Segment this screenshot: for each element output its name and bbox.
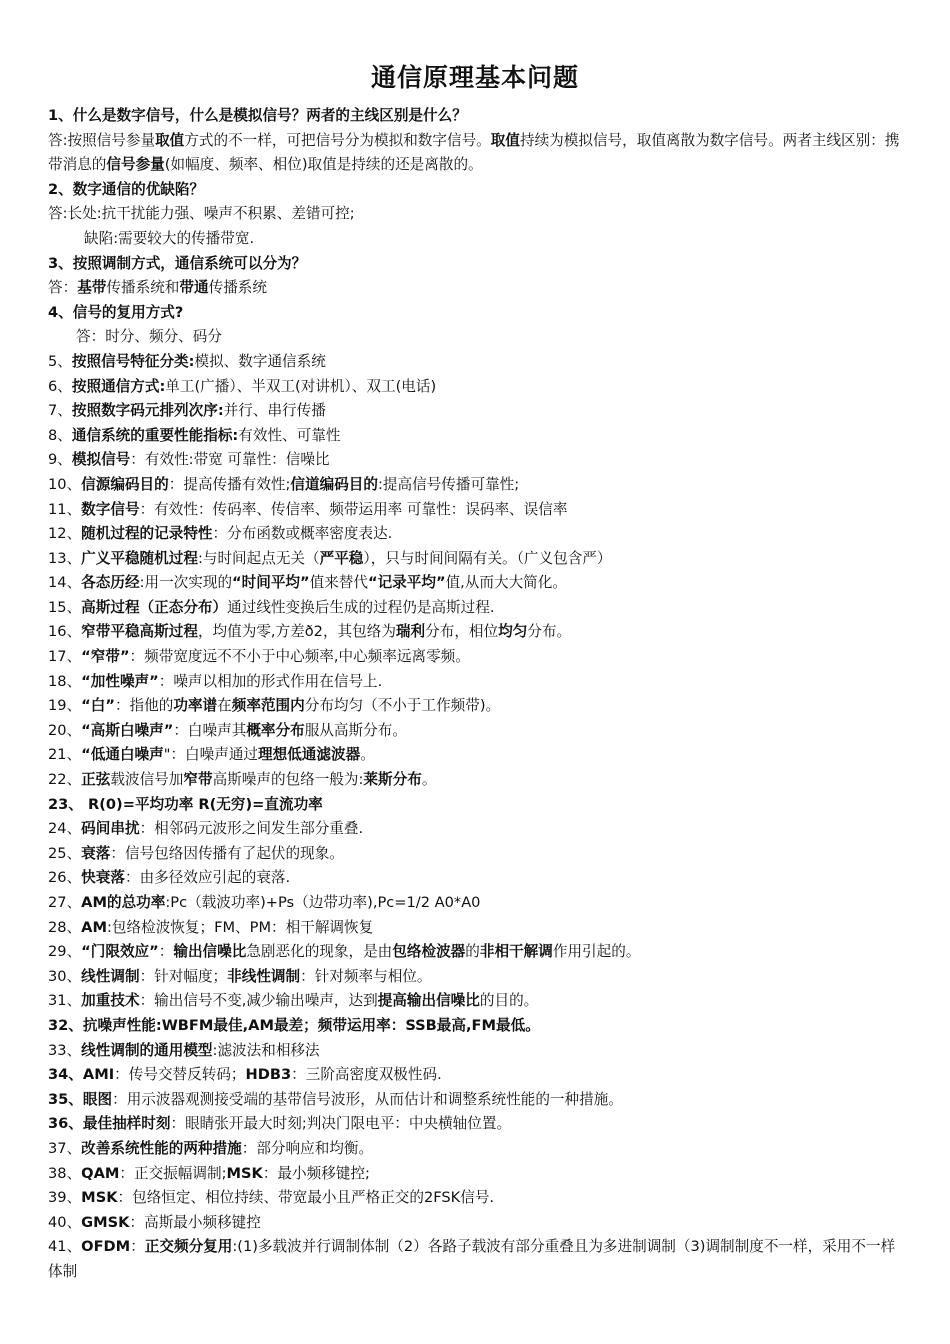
- bold-term: 基带: [77, 279, 107, 297]
- text-line-30: [48, 842, 902, 867]
- text-line-44: [48, 1186, 902, 1211]
- text-run: 的: [465, 943, 480, 961]
- text-line-4: [48, 202, 902, 227]
- text-run: ：噪声以相加的形式作用在信号上.: [158, 672, 383, 690]
- bold-term: 4、信号的复用方式?: [48, 303, 184, 321]
- text-line-7: [48, 276, 902, 301]
- text-line-37: [48, 1014, 902, 1039]
- bold-term: 码间串扰: [81, 820, 140, 838]
- bold-term: AM: [81, 918, 107, 936]
- text-run: ：高斯最小频移键控: [129, 1213, 261, 1231]
- text-run: ：频带宽度远不不小于中心频率,中心频率远离零频。: [129, 648, 470, 666]
- text-line-8: [48, 301, 902, 326]
- text-run: :与时间起点无关（: [197, 549, 320, 567]
- text-run: 6、: [48, 377, 72, 395]
- bold-term: 34、AMI: [48, 1066, 115, 1084]
- bold-term: 32、抗噪声性能:WBFM最佳,AM最差；频带运用率：SSB最高,FM最低。: [48, 1016, 540, 1034]
- text-line-6: [48, 252, 902, 277]
- text-run: :Pc（载波功率)+Ps（边带功率),Pc=1/2 A0*A0: [165, 894, 481, 911]
- text-run: ：由多径效应引起的衰落.: [124, 869, 291, 887]
- bold-term: 36、最佳抽样时刻: [48, 1115, 171, 1133]
- text-run: 的目的。: [479, 992, 539, 1010]
- text-line-40: [48, 1088, 902, 1113]
- text-run: ：信号包络因传播有了起伏的现象。: [110, 844, 344, 862]
- text-line-3: [48, 178, 902, 203]
- text-run: ：用示波器观测接受端的基带信号波形，从而估计和调整系统性能的一种措施。: [112, 1090, 623, 1108]
- bold-term: 各态历经: [81, 574, 140, 592]
- text-line-38: [48, 1039, 902, 1064]
- text-run: 17、: [48, 648, 82, 666]
- text-run: 29、: [48, 943, 82, 961]
- bold-term: 衰落: [81, 844, 111, 862]
- text-run: 方式的不一样，可把信号分为模拟和数字信号。: [184, 131, 491, 149]
- bold-term: 数字信号: [81, 500, 140, 518]
- text-run: ：提高传播有效性;: [168, 475, 291, 493]
- text-run: 缺陷:需要较大的传播带宽.: [84, 229, 255, 247]
- text-line-21: [48, 620, 902, 645]
- bold-term: 窄带: [183, 771, 213, 789]
- text-run: 答:长处:抗干扰能力强、噪声不积累、差错可控;: [48, 205, 355, 223]
- text-run: 9、: [48, 451, 72, 469]
- text-run: 服从高斯分布。: [304, 721, 407, 739]
- text-run: 值来替代: [309, 574, 368, 592]
- bold-term: MSK: [226, 1164, 263, 1182]
- bold-term: 3、按照调制方式，通信系统可以分为？: [48, 254, 307, 272]
- text-run: 答：时分、频分、码分: [76, 328, 222, 346]
- text-line-42: [48, 1137, 902, 1162]
- bold-term: 1、什么是数字信号，什么是模拟信号？两者的主线区别是什么？: [48, 107, 467, 124]
- text-run: 31、: [48, 992, 82, 1010]
- bold-term: “白”: [81, 697, 115, 715]
- text-run: ：正交振幅调制;: [119, 1164, 227, 1182]
- text-line-33: [48, 916, 902, 941]
- text-run: 37、: [48, 1139, 82, 1157]
- text-line-18: [48, 547, 902, 572]
- text-line-15: [48, 473, 902, 498]
- bold-term: HDB3: [245, 1066, 292, 1084]
- text-run: 持续为模拟信号，取值离散为数字信号。两者主线区别：携带消息的: [48, 131, 900, 174]
- bold-term: MSK: [81, 1189, 118, 1207]
- text-run: ：相邻码元波形之间发生部分重叠.: [139, 820, 364, 838]
- bold-term: 窄带平稳高斯过程: [81, 623, 198, 641]
- text-run: 18、: [48, 672, 82, 690]
- bold-term: 23、 R(0)=平均功率 R(无穷)=直流功率: [48, 795, 323, 813]
- bold-term: 功率谱: [173, 697, 218, 715]
- text-run: 20、: [48, 721, 82, 739]
- text-run: 有效性、可靠性: [238, 426, 341, 444]
- bold-term: “加性噪声”: [81, 672, 159, 690]
- bold-term: GMSK: [81, 1213, 130, 1231]
- bold-term: “门限效应”: [81, 943, 159, 961]
- text-run: ：针对频率与相位。: [300, 967, 432, 985]
- text-line-43: [48, 1162, 902, 1187]
- text-run: 14、: [48, 574, 82, 592]
- text-line-5: [48, 227, 902, 252]
- text-run: 模拟、数字通信系统: [194, 352, 326, 370]
- text-line-12: [48, 399, 902, 424]
- text-line-27: [48, 768, 902, 793]
- text-line-39: [48, 1063, 902, 1088]
- text-run: 40、: [48, 1213, 82, 1231]
- text-line-24: [48, 694, 902, 719]
- text-line-32: [48, 891, 902, 916]
- text-line-26: [48, 743, 902, 768]
- text-run: 12、: [48, 525, 82, 543]
- text-run: 值,从而大大简化。: [445, 574, 567, 592]
- bold-term: 正交频分复用: [144, 1238, 233, 1256]
- text-run: 10、: [48, 475, 82, 493]
- text-run: 39、: [48, 1189, 82, 1207]
- text-run: 高斯噪声的包络一般为:: [212, 771, 364, 789]
- bold-term: 带通: [179, 279, 209, 297]
- text-run: 41、: [48, 1238, 82, 1256]
- text-line-13: [48, 424, 902, 449]
- bold-term: OFDM: [81, 1238, 131, 1256]
- bold-term: 信道编码目的: [290, 475, 378, 493]
- bold-term: 信源编码目的: [81, 475, 169, 493]
- text-run: 在: [217, 697, 232, 715]
- page-title: 通信原理基本问题: [370, 63, 579, 92]
- bold-term: 频率范围内: [231, 697, 305, 715]
- bold-term: 加重技术: [81, 992, 140, 1010]
- bold-term: 概率分布: [246, 721, 305, 739]
- bold-term: 按照数字码元排列次序:: [71, 402, 224, 420]
- bold-term: 改善系统性能的两种措施: [81, 1139, 242, 1157]
- bold-term: “记录平均”: [368, 574, 446, 592]
- text-line-36: [48, 989, 902, 1014]
- bold-term: “高斯白噪声”: [81, 721, 174, 739]
- text-run: ：白噪声其: [173, 721, 247, 739]
- text-run: 。: [421, 771, 437, 789]
- text-line-29: [48, 817, 902, 842]
- text-run: 33、: [48, 1041, 82, 1059]
- bold-term: 提高输出信噪比: [377, 992, 480, 1010]
- text-run: 单工(广播）、半双工(对讲机）、双工(电话): [165, 377, 437, 395]
- text-run: ，均值为零,方差ð2，其包络为: [197, 623, 396, 641]
- text-line-23: [48, 670, 902, 695]
- bold-term: 非线性调制: [227, 967, 301, 985]
- bold-term: 取值: [490, 131, 520, 149]
- text-run: ：最小频移键控;: [262, 1164, 370, 1182]
- text-run: ），只与时间间隔有关。（广义包含严）: [363, 549, 612, 567]
- bold-term: “低通白噪声: [81, 746, 164, 764]
- text-run: ：三阶高密度双极性码.: [291, 1066, 442, 1084]
- text-run: 急剧恶化的现象，是由: [246, 943, 393, 961]
- bold-term: 理想低通滤波器: [258, 746, 361, 764]
- text-line-16: [48, 498, 902, 523]
- bold-term: 按照信号特征分类:: [71, 352, 195, 370]
- text-run: ：传号交替反转码；: [114, 1066, 246, 1084]
- text-line-25: [48, 719, 902, 744]
- text-run: 5、: [48, 352, 72, 370]
- bold-term: 快衰落: [81, 869, 125, 887]
- text-run: 11、: [48, 500, 82, 518]
- bold-term: 通信系统的重要性能指标:: [71, 426, 239, 444]
- text-run: 答:按照信号参量: [48, 131, 156, 149]
- text-line-10: [48, 350, 902, 375]
- text-run: ：输出信号不变,减少输出噪声，达到: [139, 992, 378, 1010]
- text-run: :(1)多载波并行调制体制（2）各路子载波有部分重叠且为多进制调制（3)调制制度不一样，采用不一样体制: [48, 1238, 896, 1280]
- bold-term: 随机过程的记录特性: [81, 525, 213, 543]
- text-line-45: [48, 1211, 902, 1236]
- text-line-34: [48, 940, 902, 965]
- text-line-31: [48, 866, 902, 891]
- text-run: 26、: [48, 869, 82, 887]
- text-run: ：: [158, 943, 174, 961]
- text-run: 38、: [48, 1164, 82, 1182]
- text-run: 并行、串行传播: [223, 402, 326, 420]
- text-line-17: [48, 522, 902, 547]
- text-run: ：分布函数或概率密度表达.: [212, 525, 393, 543]
- text-run: (如幅度、频率、相位)取值是持续的还是离散的。: [164, 156, 483, 174]
- text-run: 27、: [48, 894, 82, 911]
- bold-term: “时间平均”: [232, 574, 310, 592]
- text-run: 通过线性变换后生成的过程仍是高斯过程.: [227, 598, 495, 616]
- bold-term: 广义平稳随机过程: [81, 549, 198, 567]
- text-line-1: [48, 104, 902, 129]
- text-line-28: [48, 793, 902, 818]
- text-run: 7、: [48, 402, 72, 420]
- bold-term: 35、眼图: [48, 1090, 113, 1108]
- text-line-20: [48, 596, 902, 621]
- text-run: 16、: [48, 623, 82, 641]
- bold-term: 莱斯分布: [363, 771, 422, 789]
- text-run: ：部分响应和均衡。: [241, 1139, 374, 1157]
- text-run: 传播系统: [208, 279, 267, 297]
- text-run: 作用引起的。: [552, 943, 641, 961]
- bold-term: 模拟信号: [71, 451, 131, 469]
- text-line-41: [48, 1112, 902, 1137]
- text-run: ：针对幅度；: [139, 967, 228, 985]
- text-run: ：包络恒定、相位持续、带宽最小且严格正交的2FSK信号.: [117, 1189, 495, 1207]
- text-run: 8、: [48, 426, 72, 444]
- bold-term: 非相干解调: [479, 943, 553, 961]
- text-run: 分布。: [527, 623, 572, 641]
- text-line-2: [48, 129, 902, 178]
- text-run: ：指他的: [114, 697, 174, 715]
- bold-term: 瑞利: [395, 623, 426, 641]
- text-line-46: [48, 1235, 902, 1284]
- text-line-22: [48, 645, 902, 670]
- text-run: 30、: [48, 967, 82, 985]
- text-run: ：: [130, 1238, 145, 1256]
- bold-term: 严平稳: [319, 549, 364, 567]
- text-line-19: [48, 571, 902, 596]
- text-run: :包络检波恢复；FM、PM：相干解调恢复: [107, 918, 374, 936]
- bold-term: QAM: [81, 1164, 120, 1182]
- text-run: 。: [360, 746, 375, 764]
- text-run: ：眼睛张开最大时刻;判决门限电平：中央横轴位置。: [170, 1115, 512, 1133]
- document-body: [48, 104, 902, 1285]
- text-line-14: [48, 448, 902, 473]
- text-line-35: [48, 965, 902, 990]
- text-run: 答：: [48, 279, 78, 297]
- bold-term: 输出信噪比: [173, 943, 247, 961]
- text-run: :提高信号传播可靠性;: [378, 475, 520, 493]
- bold-term: AM的总功率: [81, 894, 166, 911]
- bold-term: 包络检波器: [392, 943, 466, 961]
- bold-term: 2、数字通信的优缺陷？: [48, 180, 205, 198]
- text-line-9: [48, 325, 902, 350]
- bold-term: 信号参量: [106, 156, 165, 174]
- bold-term: 按照通信方式:: [71, 377, 166, 395]
- bold-term: 线性调制: [81, 967, 140, 985]
- text-run: 分布，相位: [425, 623, 499, 641]
- text-run: ：有效性:带宽 可靠性：信噪比: [130, 451, 330, 469]
- bold-term: 取值: [155, 131, 185, 149]
- text-run: "：白噪声通过: [163, 746, 259, 764]
- text-run: 载波信号加: [110, 771, 184, 789]
- text-run: 分布均匀（不小于工作频带)。: [304, 697, 501, 715]
- text-run: 传播系统和: [106, 279, 180, 297]
- text-run: 21、: [48, 746, 82, 764]
- bold-term: 正弦: [81, 771, 111, 789]
- text-run: 19、: [48, 697, 82, 715]
- text-run: 24、: [48, 820, 82, 838]
- bold-term: 线性调制的通用模型: [81, 1041, 213, 1059]
- bold-term: “窄带”: [81, 648, 130, 666]
- text-run: :用一次实现的: [139, 574, 233, 592]
- bold-term: 均匀: [498, 623, 528, 641]
- text-run: :滤波法和相移法: [212, 1041, 320, 1059]
- text-line-11: [48, 375, 902, 400]
- text-run: 15、: [48, 598, 82, 616]
- bold-term: 高斯过程（正态分布）: [81, 598, 228, 616]
- text-run: ：有效性：传码率、传信率、频带运用率 可靠性：误码率、误信率: [139, 500, 568, 518]
- text-run: 28、: [48, 918, 82, 936]
- text-run: 13、: [48, 549, 82, 567]
- text-run: 25、: [48, 844, 82, 862]
- text-run: 22、: [48, 771, 82, 789]
